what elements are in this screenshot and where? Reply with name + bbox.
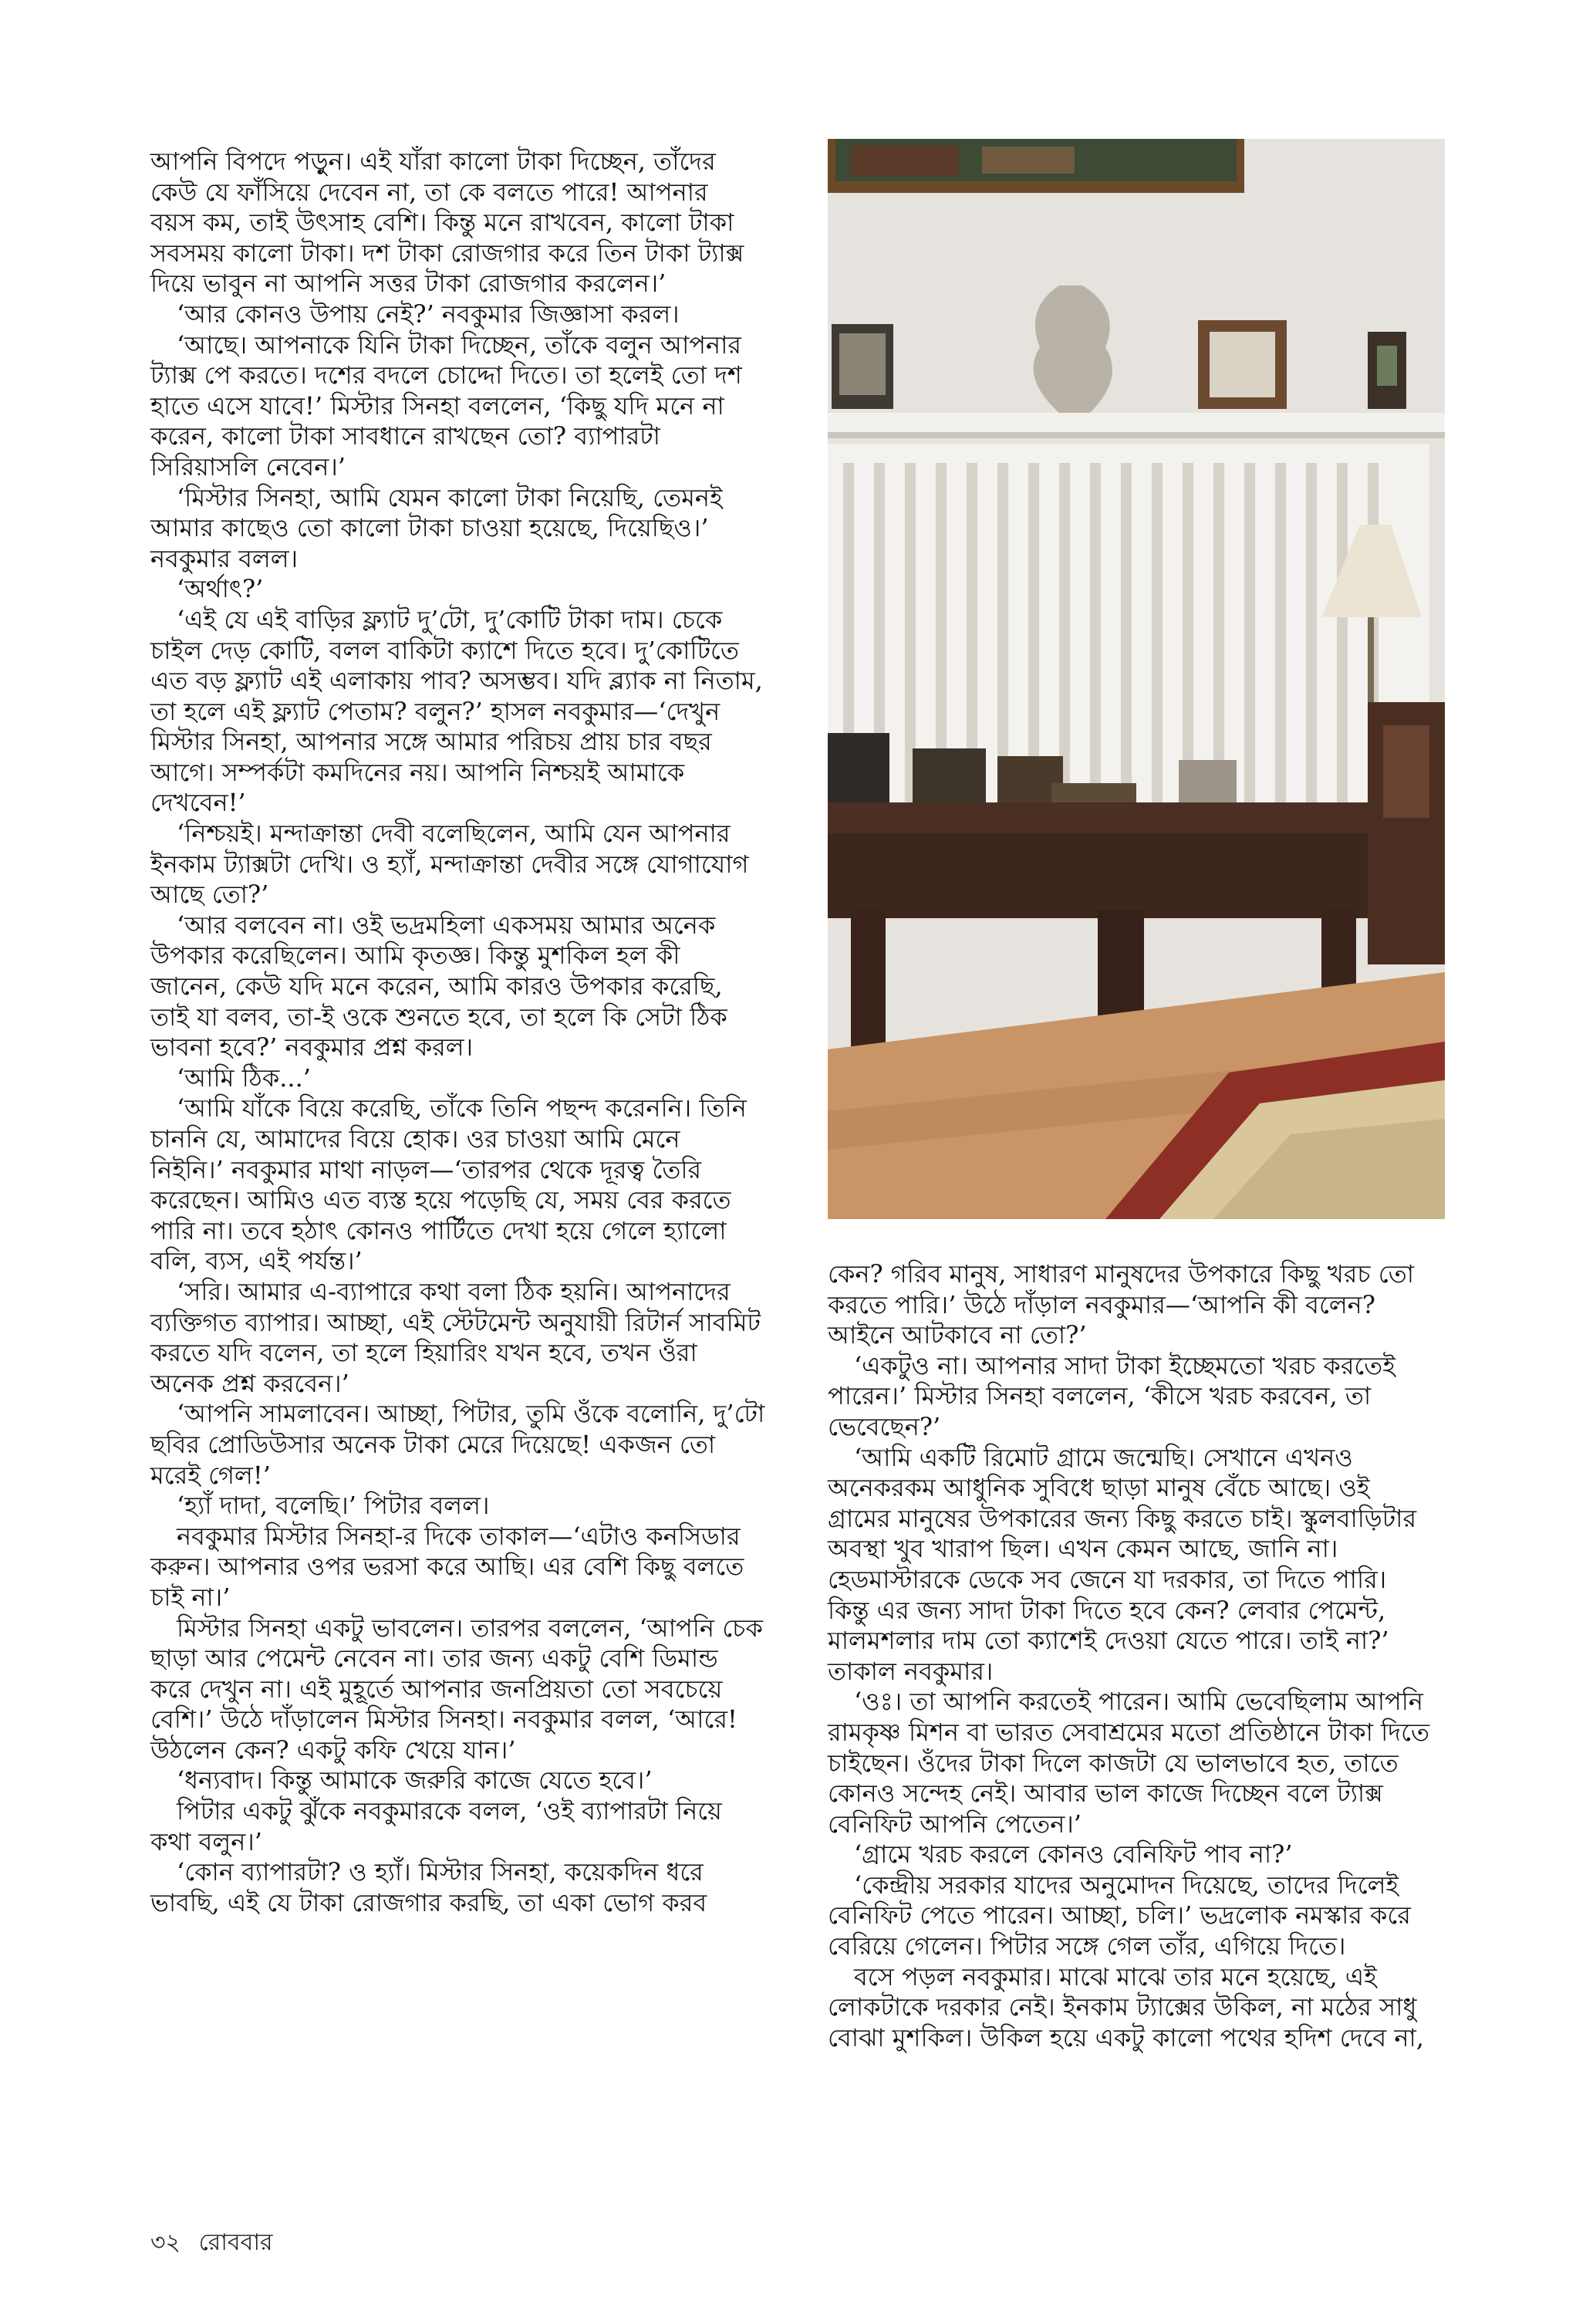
text-line: পারেন।’ মিস্টার সিনহা বললেন, ‘কীসে খরচ করবেন, তা [828,1381,1372,1411]
paragraph [150,1765,744,1796]
text-line: করেন, কালো টাকা সাবধানে রাখছেন তো? ব্যাপারটা [150,421,660,451]
paragraph [828,1687,1429,1839]
text-line: করতে যদি বলেন, তা হলে হিয়ারিং যখন হবে, তখন ওঁরা [150,1338,697,1368]
paragraph [150,1063,744,1094]
paragraph [150,1613,763,1766]
text-line: পিটার একটু ঝুঁকে নবকুমারকে বলল, ‘ওই ব্যাপারটা নিয়ে [177,1796,722,1826]
text-line: উপকার করেছিলেন। আমি কৃতজ্ঞ। কিন্তু মুশকিল হল কী [150,941,680,971]
text-line: ‘গ্রামে খরচ করলে কোনও বেনিফিট পাব না?’ [854,1839,1293,1870]
text-line: ‘হ্যাঁ দাদা, বলেছি।’ পিটার বলল। [177,1491,490,1521]
text-line: ‘আমি ঠিক...’ [177,1062,311,1093]
text-line: মরেই গেল!’ [150,1460,271,1490]
text-line: কেউ যে ফাঁসিয়ে দেবেন না, তা কে বলতে পারে! আপনার [150,177,708,207]
text-line: ইনকাম ট্যাক্সটা দেখি। ও হ্যাঁ, মন্দাক্রান্তা দেবীর সঙ্গে যোগাযোগ [150,849,749,879]
text-line: কথা বলুন।’ [150,1826,262,1856]
paragraph [150,299,744,330]
text-line: গ্রামের মানুষের উপকারের জন্য কিছু করতে চাই। স্কুলবাড়িটার [828,1503,1417,1533]
text-line: বসে পড়ল নবকুমার। মাঝে মাঝে তার মনে হয়েছে, এই [854,1961,1377,1991]
text-line: ‘আমি একটি রিমোট গ্রামে জন্মেছি। সেখানে এখনও [854,1442,1353,1472]
text-line: লোকটাকে দরকার নেই। ইনকাম ট্যাক্সের উকিল, না মঠের সাধু [828,1992,1417,2022]
text-line: ‘আমি যাঁকে বিয়ে করেছি, তাঁকে তিনি পছন্দ করেননি। তিনি [177,1093,747,1123]
text-line: ‘কেন্দ্রীয় সরকার যাদের অনুমোদন দিয়েছে, তাদের দিলেই [854,1870,1399,1900]
paragraph [150,1522,744,1613]
text-line: ‘ধন্যবাদ। কিন্তু আমাকে জরুরি কাজে যেতে হবে।’ [177,1765,653,1795]
text-line: আইনে আটকাবে না তো?’ [828,1320,1087,1350]
text-line: ব্যক্তিগত ব্যাপার। আচ্ছা, এই স্টেটমেন্ট অনুযায়ী রিটার্ন সাবমিট [150,1307,761,1337]
text-line: ‘নিশ্চয়ই। মন্দাক্রান্তা দেবী বলেছিলেন, আমি যেন আপনার [177,819,731,849]
text-line: ছবির প্রোডিউসার অনেক টাকা মেরে দিয়েছে! একজন তো [150,1429,716,1459]
text-line: আগে। সম্পর্কটা কমদিনের নয়। আপনি নিশ্চয়ই আমাকে [150,757,685,787]
text-line: ‘আছে। আপনাকে যিনি টাকা দিচ্ছেন, তাঁকে বলুন আপনার [177,329,742,360]
text-line: ‘আর বলবেন না। ওই ভদ্রমহিলা একসময় আমার অনেক [177,910,716,940]
text-line: হাতে এসে যাবে!’ মিস্টার সিনহা বললেন, ‘কিছু যদি মনে না [150,390,724,421]
text-line: বোঝা মুশকিল। উকিল হয়ে একটু কালো পথের হদিশ দেবে না, [828,2022,1424,2052]
text-line: ‘অর্থাৎ?’ [177,574,264,604]
paragraph [150,483,744,575]
text-line: অনেকরকম আধুনিক সুবিধে ছাড়া মানুষ বেঁচে আছে। ওই [828,1473,1370,1503]
text-line: ‘এই যে এই বাড়ির ফ্ল্যাট দু’টো, দু’কোটি টাকা দাম। চেকে [177,604,723,634]
paragraph [150,819,749,910]
text-line: ভাবছি, এই যে টাকা রোজগার করছি, তা একা ভোগ করব [150,1887,707,1917]
text-line: ‘মিস্টার সিনহা, আমি যেমন কালো টাকা নিয়েছি, তেমনই [177,482,723,512]
text-line: বেরিয়ে গেলেন। পিটার সঙ্গে গেল তাঁর, এগিয়ে দিতে। [828,1931,1346,1961]
paragraph [828,1962,1429,2054]
left-text-column [150,147,765,1918]
paragraph [828,1443,1429,1687]
paragraph [150,1491,744,1522]
text-line: কোনও সন্দেহ নেই। আবার ভাল কাজে দিচ্ছেন বলে ট্যাক্স [828,1778,1383,1809]
text-line: ছাড়া আর পেমেন্ট নেবেন না। তার জন্য একটু বেশি ডিমান্ড [150,1643,718,1674]
text-line: দিয়ে ভাবুন না আপনি সত্তর টাকা রোজগার করলেন।’ [150,269,667,299]
text-line: তাই যা বলব, তা-ই ওকে শুনতে হবে, তা হলে কি সেটা ঠিক [150,1002,727,1032]
text-line: করতে পারি।’ উঠে দাঁড়াল নবকুমার—‘আপনি কী বলেন? [828,1289,1375,1319]
text-line: সিরিয়াসলি নেবেন।’ [150,451,346,481]
text-line: হেডমাস্টারকে ডেকে সব জেনে যা দরকার, তা দিতে পারি। [828,1564,1387,1594]
text-line: কেন? গরিব মানুষ, সাধারণ মানুষদের উপকারে কিছু খরচ তো [828,1259,1415,1289]
text-line: সবসময় কালো টাকা। দশ টাকা রোজগার করে তিন টাকা ট্যাক্স [150,238,744,268]
paragraph [150,1276,761,1399]
text-line: ‘কোন ব্যাপারটা? ও হ্যাঁ। মিস্টার সিনহা, কয়েকদিন ধরে [177,1857,704,1887]
text-line: তা হলে এই ফ্ল্যাট পেতাম? বলুন?’ হাসল নবকুমার—‘দেখুন [150,696,721,726]
right-text-column [828,1259,1429,2053]
text-line: ‘একটুও না। আপনার সাদা টাকা ইচ্ছেমতো খরচ করতেই [854,1350,1395,1380]
text-line: চাননি যে, আমাদের বিয়ে হোক। ওর চাওয়া আমি মেনে [150,1124,680,1154]
text-line: ট্যাক্স পে করতে। দশের বদলে চোদ্দো দিতে। তা হলেই তো দশ [150,360,742,390]
text-line: করেছেন। আমিও এত ব্যস্ত হয়ে পড়েছি যে, সময় বের করতে [150,1185,731,1215]
paragraph [828,1259,1429,1351]
text-line: নবকুমার বলল। [150,543,299,573]
paragraph [150,604,763,819]
text-line: আমার কাছেও তো কালো টাকা চাওয়া হয়েছে, দিয়েছিও।’ [150,513,709,543]
text-line: জানেন, কেউ যদি মনে করেন, আমি কারও উপকার করেছি, [150,971,723,1002]
paragraph [150,574,744,605]
page-footer [150,2224,284,2263]
text-line: চাইছেন। ওঁদের টাকা দিলে কাজটা যে ভালভাবে হত, তাতে [828,1748,1399,1778]
text-line: আপনি বিপদে পড়ুন। এই যাঁরা কালো টাকা দিচ্ছেন, তাঁদের [150,147,716,176]
room-illustration [828,139,1445,1219]
text-line: ‘আর কোনও উপায় নেই?’ নবকুমার জিজ্ঞাসা করল। [177,299,680,329]
text-line: এত বড় ফ্ল্যাট এই এলাকায় পাব? অসম্ভব। যদি ব্ল্যাক না নিতাম, [150,666,763,696]
text-line: মিস্টার সিনহা, আপনার সঙ্গে আমার পরিচয় প্রায় চার বছর [150,727,712,757]
paragraph [150,1093,747,1277]
text-line: বেনিফিট পেতে পারেন। আচ্ছা, চলি।’ ভদ্রলোক নমস্কার করে [828,1900,1411,1930]
paragraph [828,1351,1429,1443]
text-line: বলি, ব্যস, এই পর্যন্ত।’ [150,1246,363,1276]
text-line: নিইনি।’ নবকুমার মাথা নাড়ল—‘তারপর থেকে দূরত্ব তৈরি [150,1154,702,1184]
text-line: চাই না।’ [150,1582,231,1612]
text-line: পারি না। তবে হঠাৎ কোনও পার্টিতে দেখা হয়ে গেলে হ্যালো [150,1215,727,1245]
text-line: আছে তো?’ [150,880,269,910]
text-line: নবকুমার মিস্টার সিনহা-র দিকে তাকাল—‘এটাও কনসিডার [177,1521,741,1551]
paragraph [150,1399,765,1491]
paragraph [828,1870,1429,1962]
text-line: মালমশলার দাম তো ক্যাশেই দেওয়া যেতে পারে। তাই না?’ [828,1626,1389,1656]
text-line: ভাবনা হবে?’ নবকুমার প্রশ্ন করল। [150,1032,474,1062]
text-line: অনেক প্রশ্ন করবেন।’ [150,1368,349,1398]
text-line: ‘ওঃ। তা আপনি করতেই পারেন। আমি ভেবেছিলাম আপনি [854,1687,1424,1717]
text-line: কিন্তু এর জন্য সাদা টাকা দিতে হবে কেন? লেবার পেমেন্ট, [828,1595,1386,1625]
paragraph [150,147,744,299]
paragraph [828,1839,1429,1870]
text-line: করে দেখুন না। এই মুহূর্তে আপনার জনপ্রিয়তা তো সবচেয়ে [150,1674,723,1704]
text-line: বেনিফিট আপনি পেতেন।’ [828,1809,1082,1839]
text-line: ভেবেছেন?’ [828,1411,941,1441]
text-line: দেখবেন!’ [150,788,246,818]
text-line: করুন। আপনার ওপর ভরসা করে আছি। এর বেশি কিছু বলতে [150,1552,744,1582]
paragraph [150,1857,744,1918]
text-line: মিস্টার সিনহা একটু ভাবলেন। তারপর বললেন, ‘আপনি চেক [177,1613,763,1643]
text-line: চাইল দেড় কোটি, বলল বাকিটা ক্যাশে দিতে হবে। দু’কোটিতে [150,635,739,665]
text-line: রামকৃষ্ণ মিশন বা ভারত সেবাশ্রমের মতো প্রতিষ্ঠানে টাকা দিতে [828,1717,1429,1747]
text-line: বয়স কম, তাই উৎসাহ বেশি। কিন্তু মনে রাখবেন, কালো টাকা [150,208,734,238]
text-line: তাকাল নবকুমার। [828,1656,994,1686]
paragraph [150,910,744,1063]
paragraph [150,330,744,483]
text-line: ‘সরি। আমার এ-ব্যাপারে কথা বলা ঠিক হয়নি। আপনাদের [177,1276,731,1306]
text-line: উঠলেন কেন? একটু কফি খেয়ে যান।’ [150,1735,516,1765]
text-line: অবস্থা খুব খারাপ ছিল। এখন কেমন আছে, জানি না। [828,1534,1338,1564]
text-line: ‘আপনি সামলাবেন। আচ্ছা, পিটার, তুমি ওঁকে বলোনি, দু’টো [177,1399,765,1429]
page-number: ৩২ [150,2229,181,2256]
text-line: বেশি।’ উঠে দাঁড়ালেন মিস্টার সিনহা। নবকুমার বলল, ‘আরে! [150,1704,737,1735]
paragraph [150,1796,744,1857]
magazine-name: রোববার [198,2229,273,2256]
